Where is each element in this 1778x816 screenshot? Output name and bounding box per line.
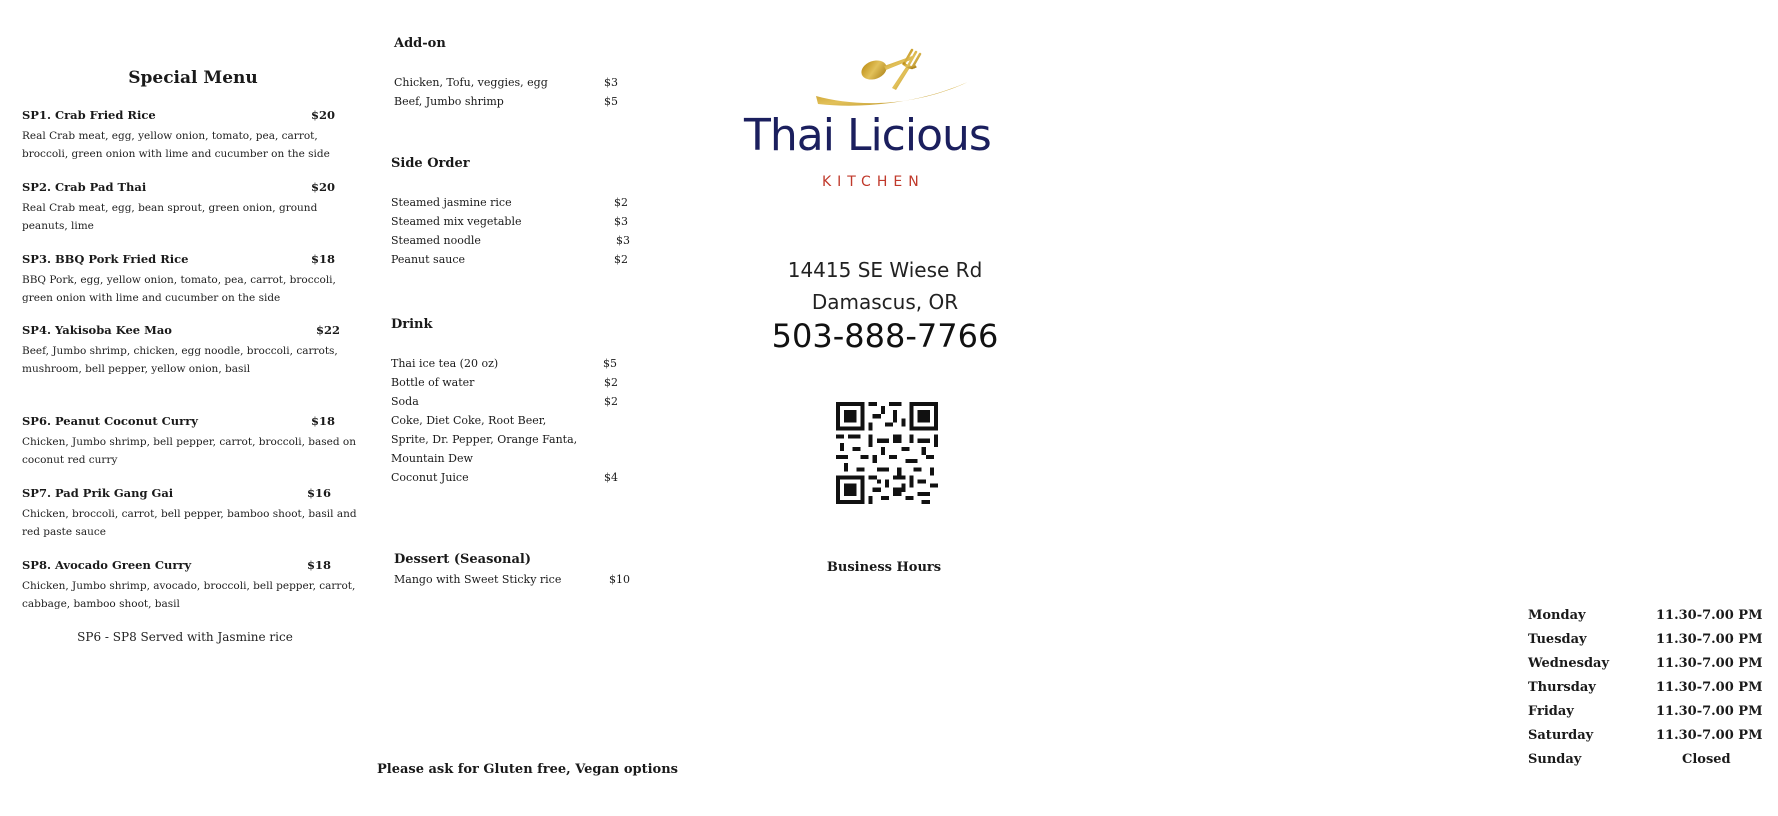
side-order-list	[391, 193, 631, 269]
item-price: $18	[311, 414, 336, 428]
address-city: Damascus, OR	[811, 290, 959, 314]
list-item	[391, 373, 631, 392]
item-name: Steamed mix vegetable	[391, 215, 522, 228]
item-price: $16	[307, 486, 332, 500]
item-name: Mountain Dew	[391, 452, 473, 465]
list-item	[391, 354, 631, 373]
dietary-options-note: Please ask for Gluten free, Vegan options	[376, 762, 679, 777]
item-name: Soda	[391, 395, 419, 408]
item-price: $20	[311, 108, 336, 122]
item-name: SP4. Yakisoba Kee Mao	[22, 323, 172, 337]
item-name: SP3. BBQ Pork Fried Rice	[22, 252, 189, 266]
item-description: Beef, Jumbo shrimp, chicken, egg noodle, broccoli, carrots, mushroom, bell pepper, yellow onion, basil	[22, 345, 338, 375]
item-price: $5	[603, 357, 617, 370]
list-item	[394, 73, 634, 92]
item-price: $3	[614, 215, 628, 228]
item-name: Peanut sauce	[391, 253, 466, 266]
brand-subtitle: KITCHEN	[822, 174, 925, 190]
hours-time: 11.30-7.00 PM	[1656, 704, 1763, 719]
special-menu-title: Special Menu	[128, 68, 258, 88]
table-row	[1528, 700, 1778, 724]
item-price: $5	[604, 95, 618, 108]
list-item	[394, 92, 634, 111]
hours-day: Saturday	[1528, 728, 1594, 743]
item-name: Thai ice tea (20 oz)	[391, 357, 499, 370]
hours-day: Monday	[1528, 608, 1586, 623]
hours-day: Tuesday	[1528, 632, 1587, 647]
hours-day: Sunday	[1528, 752, 1582, 767]
brand-name: Thai Licious	[744, 110, 991, 161]
list-item	[391, 449, 631, 468]
list-item	[391, 212, 631, 231]
list-item	[391, 468, 631, 487]
hours-time: 11.30-7.00 PM	[1656, 632, 1763, 647]
item-name: SP1. Crab Fried Rice	[22, 108, 156, 122]
table-row	[1528, 748, 1778, 772]
item-description: BBQ Pork, egg, yellow onion, tomato, pea, carrot, broccoli, green onion with lime and cucumber on the side	[22, 274, 336, 304]
list-item	[394, 570, 644, 589]
table-row	[1528, 724, 1778, 748]
item-price: $2	[614, 253, 628, 266]
item-price: $3	[616, 234, 630, 247]
item-price: $3	[604, 76, 618, 89]
item-price: $18	[307, 558, 332, 572]
dessert-list	[394, 570, 644, 589]
item-name: Mango with Sweet Sticky rice	[394, 573, 562, 586]
item-name: Coconut Juice	[391, 471, 469, 484]
hours-table	[764, 604, 1763, 772]
menu-item-sp8	[22, 558, 362, 613]
hours-time: 11.30-7.00 PM	[1656, 656, 1763, 671]
list-item	[391, 231, 631, 250]
item-description: Chicken, Jumbo shrimp, bell pepper, carrot, broccoli, based on coconut red curry	[22, 436, 357, 466]
menu-item-sp1	[22, 108, 362, 163]
side-order-title: Side Order	[391, 156, 470, 171]
item-price: $22	[316, 323, 341, 337]
item-price: $18	[311, 252, 336, 266]
item-name: SP2. Crab Pad Thai	[22, 180, 147, 194]
item-description: Chicken, Jumbo shrimp, avocado, broccoli, bell pepper, carrot, cabbage, bamboo shoot, basil	[22, 580, 356, 610]
phone-number: 503-888-7766	[771, 317, 999, 355]
item-name: Steamed jasmine rice	[391, 196, 512, 209]
item-name: Bottle of water	[391, 376, 475, 389]
item-price: $20	[311, 180, 336, 194]
qr-code-icon[interactable]	[836, 402, 938, 504]
item-price: $2	[604, 376, 618, 389]
item-name: SP7. Pad Prik Gang Gai	[22, 486, 174, 500]
item-name: Coke, Diet Coke, Root Beer,	[391, 414, 547, 427]
list-item	[391, 392, 631, 411]
table-row	[1528, 676, 1778, 700]
table-row	[1528, 604, 1778, 628]
menu-item-sp2	[22, 180, 362, 235]
list-item	[391, 411, 631, 430]
address-street: 14415 SE Wiese Rd	[787, 258, 983, 282]
list-item	[391, 250, 631, 269]
table-row	[1528, 652, 1778, 676]
hours-time: 11.30-7.00 PM	[1656, 728, 1763, 743]
item-name: Chicken, Tofu, veggies, egg	[394, 76, 548, 89]
addon-list	[394, 73, 634, 111]
hours-time: 11.30-7.00 PM	[1656, 680, 1763, 695]
item-price: $2	[614, 196, 628, 209]
addon-title: Add-on	[394, 36, 446, 51]
list-item	[391, 193, 631, 212]
list-item	[391, 430, 631, 449]
drink-title: Drink	[391, 317, 433, 332]
menu-item-sp7	[22, 486, 362, 541]
menu-item-sp4	[22, 323, 362, 378]
menu-item-sp6	[22, 414, 362, 469]
hours-day: Wednesday	[1528, 656, 1610, 671]
item-description: Real Crab meat, egg, bean sprout, green onion, ground peanuts, lime	[22, 202, 318, 232]
item-name: SP8. Avocado Green Curry	[22, 558, 192, 572]
spoon-fork-logo-icon	[800, 44, 990, 120]
item-description: Chicken, broccoli, carrot, bell pepper, bamboo shoot, basil and red paste sauce	[22, 508, 357, 538]
item-name: Beef, Jumbo shrimp	[394, 95, 504, 108]
item-name: Steamed noodle	[391, 234, 481, 247]
item-price: $10	[609, 573, 630, 586]
item-price: $2	[604, 395, 618, 408]
hours-day: Thursday	[1528, 680, 1596, 695]
table-row	[1528, 628, 1778, 652]
drink-list	[391, 354, 631, 487]
item-description: Real Crab meat, egg, yellow onion, tomato, pea, carrot, broccoli, green onion with lime and cucumber on the side	[22, 130, 330, 160]
menu-item-sp3	[22, 252, 362, 307]
hours-day: Friday	[1528, 704, 1574, 719]
hours-time: Closed	[1682, 752, 1731, 767]
business-hours-title: Business Hours	[826, 560, 942, 575]
item-price: $4	[604, 471, 618, 484]
special-menu-note: SP6 - SP8 Served with Jasmine rice	[77, 630, 293, 644]
hours-time: 11.30-7.00 PM	[1656, 608, 1763, 623]
dessert-title: Dessert (Seasonal)	[394, 552, 532, 567]
item-name: SP6. Peanut Coconut Curry	[22, 414, 198, 428]
item-name: Sprite, Dr. Pepper, Orange Fanta,	[391, 433, 578, 446]
